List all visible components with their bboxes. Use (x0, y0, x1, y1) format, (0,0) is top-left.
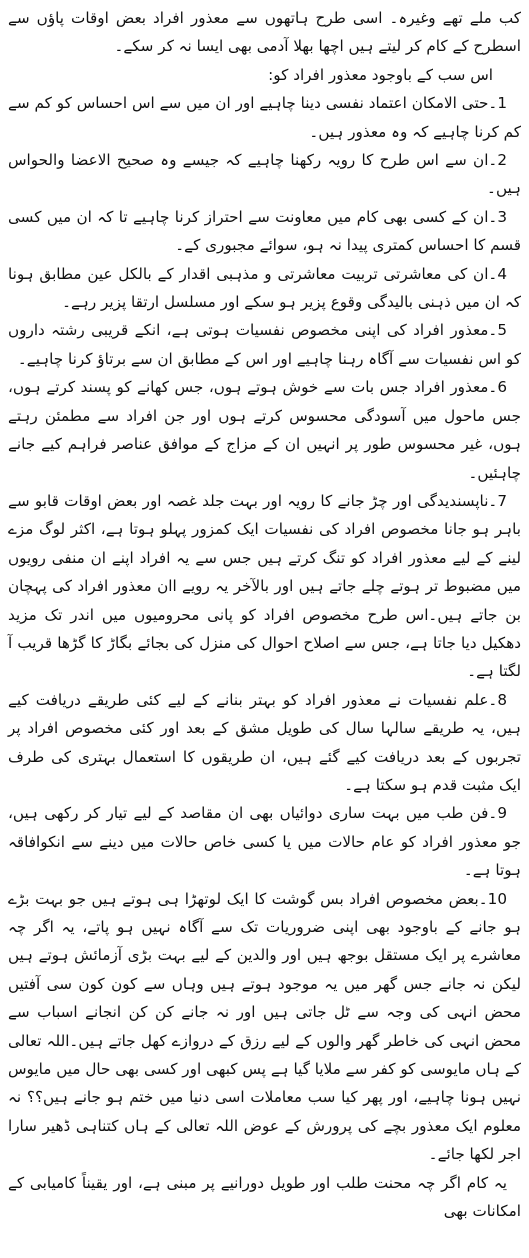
list-item-8: 8۔علم نفسیات نے معذور افراد کو بہتر بنانے کے لیے کئی طریقے دریافت کیے ہیں، یہ طریقے سالہا سال کی طویل مشق کے بعد اور کئی مخصوص افراد پر تجربوں کے بعد دریافت کیے گئے ہیں، ان طریقوں کا استعمال بہتری کی طرف ایک مثبت قدم ہو سکتا ہے۔ (8, 690, 521, 794)
list-item-3: 3۔ان کے کسی بھی کام میں معاونت سے احتراز کرنا چاہیے تا کہ ان میں کسی قسم کا احساس کمتری پیدا نہ ہو، سوائے مجبوری کے۔ (8, 207, 521, 255)
paragraph-closing: یہ کام اگر چہ محنت طلب اور طویل دورانیے پر مبنی ہے، اور یقیناً کامیابی کے امکانات بھی (8, 1173, 521, 1221)
list-item-4: 4۔ان کی معاشرتی تربیت معاشرتی و مذہبی اقدار کے بالکل عین مطابق ہونا کہ ان میں ذہنی بالیدگی وقوع پزیر ہو سکے اور مسلسل ارتقا پزیر رہے۔ (8, 264, 521, 312)
paragraph-intro: کب ملے تھے وغیرہ۔ اسی طرح ہاتھوں سے معذور افراد بعض اوقات پاؤں سے اسطرح کے کام کر لیتے ہیں اچھا بھلا آدمی بھی ایسا نہ کر سکے۔ (8, 9, 521, 56)
list-item-6: 6۔معذور افراد جس بات سے خوش ہوتے ہوں، جس کھانے کو پسند کرتے ہوں، جس ماحول میں آسودگی محسوس کرتے ہوں اور جن افراد سے مطمئن رہتے ہوں، غیر محسوس طور پر انہیں ان کے مزاج کے موافق عناصر فراہم کیے جانے چاہئیں۔ (8, 378, 521, 482)
list-item-5: 5۔معذور افراد کی اپنی مخصوص نفسیات ہوتی ہے، انکے قریبی رشتہ داروں کو اس نفسیات سے آگاہ رہنا چاہیے اور اس کے مطابق ان سے برتاؤ کرنا چاہیے۔ (8, 321, 521, 368)
list-item-10: 10۔بعض مخصوص افراد بس گوشت کا ایک لوتھڑا ہی ہوتے ہیں جو بہت بڑے ہو جانے کے باوجود بھی اپنی ضروریات تک سے آگاہ نہیں ہو پاتے، یہ اگر چہ معاشرے پر ایک مستقل بوجھ ہیں اور والدین کے لیے بہت بڑی آزمائش ہوتے ہیں لیکن نہ جانے جس گھر میں یہ موجود ہوتے ہیں وہاں سے کون کون سی آفتیں محض انہی کی وجہ سے ٹل جاتی ہیں اور نہ جانے کن کن انجانے اسباب سے محض انہی کی خاطر گھر والوں کے لیے رزق کے دروازے کھل جاتے ہیں۔اللہ تعالی کے ہاں مایوسی کو کفر سے ملایا گیا ہے پس کبھی اور کسی بھی حال میں مایوس نہیں ہونا چاہیے، اور پھر کیا سب معاملات اسی دنیا میں ختم ہو جانے ہیں؟؟ نہ معلوم ایک معذور بچے کی پرورش کے عوض اللہ تعالی کے ہاں کتناہی ڈھیر سارا اجر لکھا جائے۔ (8, 889, 521, 1164)
list-item-7: 7۔ناپسندیدگی اور چڑ جانے کا رویہ اور بہت جلد غصہ اور بعض اوقات قابو سے باہر ہو جانا مخصوص افراد کی نفسیات ایک کمزور پہلو ہوتا ہے، اکثر لوگ مزے لینے کے لیے معذور افراد کو تنگ کرتے ہیں جس سے یہ افراد اپنے ان منفی رویوں میں مضبوط تر ہوتے چلے جاتے ہیں اور بالآخر یہ رویے اان معذور افراد کی پہچان بن جاتے ہیں۔اس طرح مخصوص افراد کو پانی محرومیوں میں اندر تک مزید دھکیل دیا جاتا ہے، جس سے اصلاح احوال کی منزل کی بجائے بگاڑ کا گڑھا قریب آ لگتا ہے۔ (8, 491, 521, 681)
list-item-9: 9۔فن طب میں بہت ساری دوائیاں بھی ان مقاصد کے لیے تیار کر رکھی ہیں، جو معذور افراد کو عام حالات میں یا کسی خاص حالات میں دینے سے انکوافاقہ ہوتا ہے۔ (8, 804, 521, 880)
paragraph-lead-in: اس سب کے باوجود معذور افراد کو: (268, 65, 493, 84)
list-item-2: 2۔ان سے اس طرح کا رویہ رکھنا چاہیے کہ جیسے وہ صحیح الاعضا والحواس ہیں۔ (8, 151, 521, 198)
list-item-1: 1۔حتی الامکان اعتماد نفسی دینا چاہیے اور ان میں سے اس احساس کو کم سے کم کرنا چاہیے کہ وہ معذور ہیں۔ (8, 94, 521, 141)
